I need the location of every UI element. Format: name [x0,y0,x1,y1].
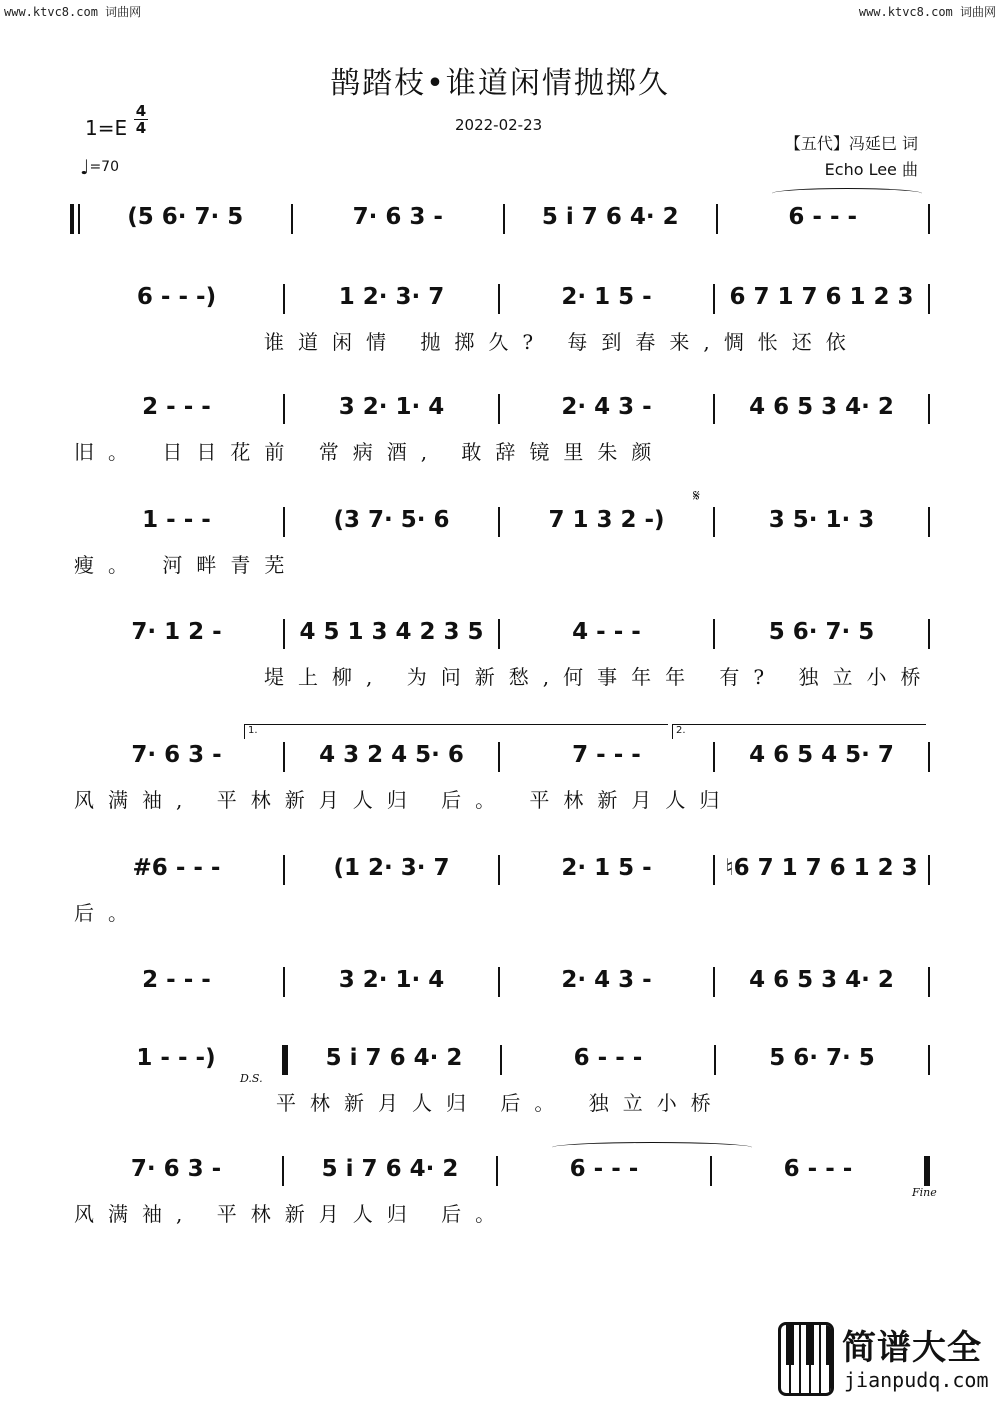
measure: 4 6 5 3 4· 2 [749,394,894,420]
staff-line [70,1043,930,1083]
measure: #6 - - - [132,855,221,881]
logo-name: 简谱大全 [842,1328,982,1368]
measure: 7· 6 3 - [130,1156,222,1182]
final-barline [924,1156,930,1186]
lyric-line: 旧。 日日花前 常病酒, 敢辞镜里朱颜 [74,440,666,464]
measure: 5 i 7 6 4· 2 [325,1045,463,1071]
piano-keys-icon [778,1322,834,1396]
measure: 6 7 1 7 6 1 2 3 [729,284,914,310]
score-system [70,392,930,502]
watermark-left: www.ktvc8.com 词曲网 [4,5,142,19]
tie-mark [772,188,922,199]
score-system [70,740,930,850]
score-system [70,282,930,392]
lyric-line: 风满袖, 平林新月人归 后。 [74,1202,510,1226]
measure: 7· 1 2 - [131,619,222,645]
measure: 3 2· 1· 4 [338,394,445,420]
barline [928,1045,930,1075]
score-system [70,1154,930,1264]
staff-line [70,282,930,322]
barline [928,619,930,649]
measure: 7· 6 3 - [131,742,222,768]
measure: 6 - - -) [136,284,217,310]
tempo-marking [80,155,119,179]
measure: 4 6 5 4 5· 7 [749,742,894,768]
measure: 2 - - - [142,967,211,993]
barline [928,967,930,997]
barline [928,855,930,885]
lyric-line: 平林新月人归 后。 独立小桥 [276,1091,725,1115]
staff-line [70,965,930,1005]
measure: 6 - - - [569,1156,639,1182]
measure: (5 6· 7· 5 [127,204,244,230]
measure: 7 - - - [572,742,641,768]
segno-mark: 𝄋 [693,486,700,505]
staff-line [70,617,930,657]
volta-first-ending: 1. [244,724,668,739]
lyric-line: 风满袖, 平林新月人归 后。 平林新月人归 [74,788,734,812]
composer-credit: Echo Lee 曲 [824,160,918,179]
score-title: 鹊踏枝•谁道闲情抛掷久 [330,66,670,101]
measure: 4 6 5 3 4· 2 [749,967,894,993]
ds-mark: D.S. [240,1072,263,1085]
measure: 4 3 2 4 5· 6 [319,742,464,768]
measure: 6 - - - [783,1156,853,1182]
lyric-line: 瘦。 河畔青芜 [74,553,299,577]
measure: 4 5 1 3 4 2 3 5 [299,619,484,645]
barline [928,284,930,314]
measure: (1 2· 3· 7 [333,855,450,881]
staff-line [70,1154,930,1194]
measure: 2· 1 5 - [561,855,652,881]
measure: 5 6· 7· 5 [769,1045,875,1071]
staff-line [70,740,930,780]
fine-mark: Fine [912,1186,937,1199]
staff-line [70,202,930,242]
measure: 2· 4 3 - [561,967,652,993]
barline [928,394,930,424]
score-system [70,505,930,615]
measure: 5 i 7 6 4· 2 [321,1156,459,1182]
lyricist-credit: 【五代】冯延巳 词 [784,134,918,153]
measure: 2 - - - [142,394,211,420]
barline [928,507,930,537]
measure: 1 - - -) [136,1045,216,1071]
staff-line [70,505,930,545]
time-signature-top: 4 [135,102,147,120]
measure: 2· 4 3 - [561,394,652,420]
tempo-value: =70 [89,159,119,175]
score-date: 2022-02-23 [455,116,543,134]
barline [928,204,930,234]
measure: 3 2· 1· 4 [338,967,445,993]
logo-url: jianpudq.com [844,1368,989,1392]
staff-line [70,392,930,432]
time-signature [134,103,148,136]
volta-second-ending: 2. [672,724,926,739]
lyric-line: 后。 [74,901,142,925]
measure: 6 - - - [573,1045,643,1071]
measure: 1 - - - [142,507,211,533]
measure: 2· 1 5 - [561,284,652,310]
site-logo [778,1318,993,1408]
measure: 3 5· 1· 3 [768,507,875,533]
measure: 1 2· 3· 7 [338,284,445,310]
measure: 7· 6 3 - [352,204,443,230]
score-system [70,617,935,727]
time-signature-bottom: 4 [135,119,147,137]
watermark-right: www.ktvc8.com 词曲网 [858,5,996,19]
repeat-start-barline [70,204,80,234]
score-system [70,1043,930,1153]
measure: 4 - - - [572,619,641,645]
key-signature: 1=E [85,116,128,140]
measure: ♮6 7 1 7 6 1 2 3 [725,855,918,881]
measure: (3 7· 5· 6 [333,507,450,533]
barline [928,742,930,772]
quarter-note-icon: ♩ [80,155,90,179]
measure: 5 i 7 6 4· 2 [541,204,679,230]
lyric-line: 堤上柳, 为问新愁,何事年年 有? 独立小桥 [264,665,935,689]
measure: 5 6· 7· 5 [768,619,875,645]
measure: 7 1 3 2 -) [548,507,665,533]
staff-line [70,853,930,893]
lyric-line: 谁道闲情 抛掷久? 每到春来,惆怅还依 [264,330,860,354]
measure: 6 - - - [788,204,858,230]
score-system [70,853,930,963]
